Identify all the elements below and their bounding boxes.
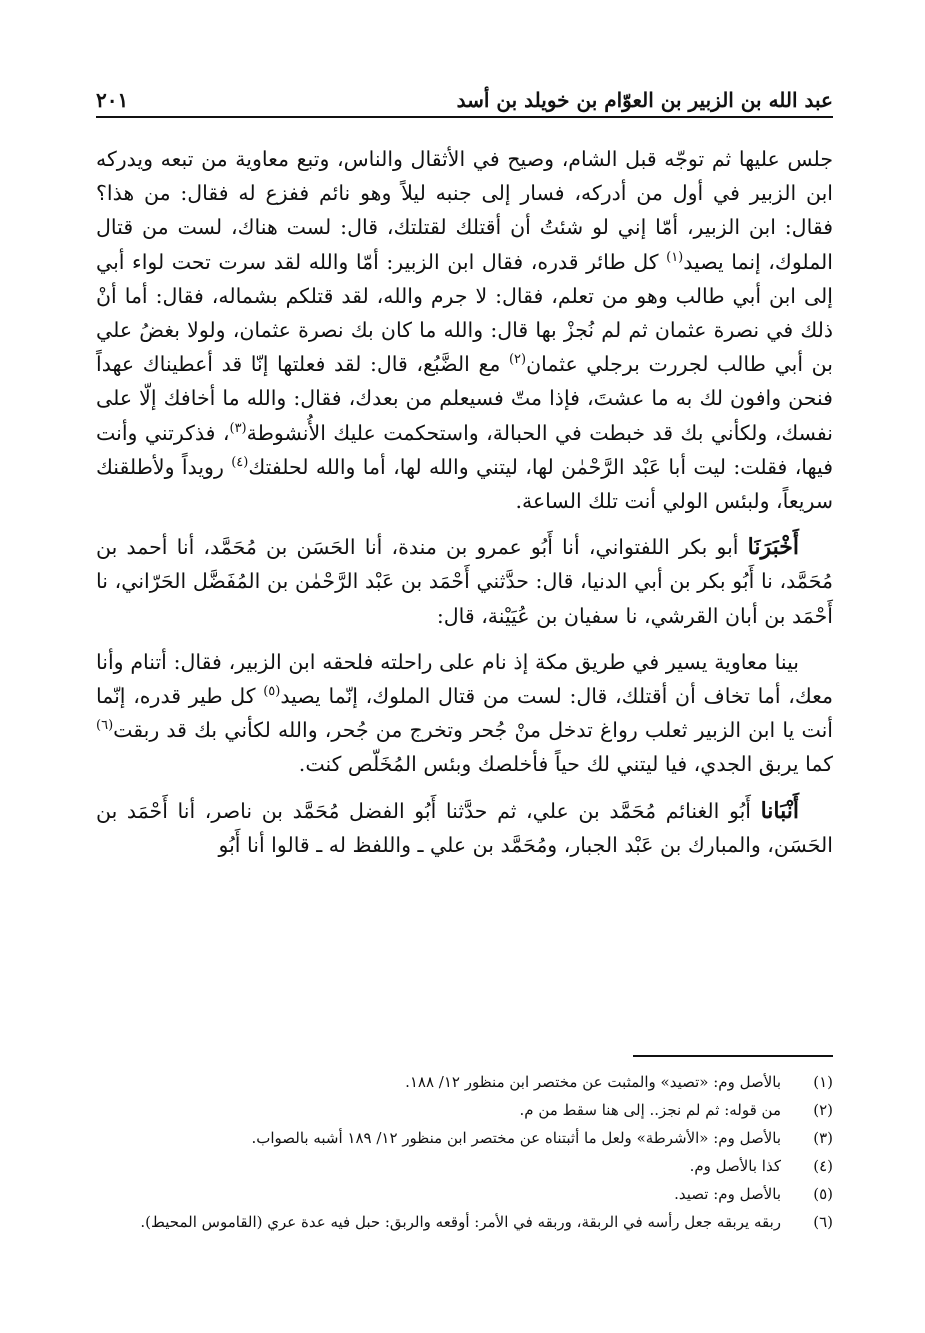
footnote-ref: (٤) xyxy=(231,455,249,470)
footnote-number: (٣) xyxy=(813,1129,833,1147)
page-header xyxy=(96,70,833,118)
footnote-ref: (٥) xyxy=(263,684,281,700)
narration-lead: أَخْبَرَنَا xyxy=(747,534,799,561)
paragraph-2 xyxy=(96,530,833,633)
footnote-ref: (٢) xyxy=(508,352,527,368)
page-number: ٢٠١ xyxy=(96,88,129,112)
narration-lead: أَنْبَانا xyxy=(760,797,799,824)
paragraph-3 xyxy=(96,645,833,782)
footnote-ref: (٦) xyxy=(96,718,114,734)
footnote-text: كذا بالأصل وم. xyxy=(689,1157,781,1175)
text-run: جلس عليها ثم توجّه قبل الشام، وصيح في الأثقال والناس، وتبع معاوية من تبعه ويدركه ابن الزبير في أول من أدركه، فسار إلى جنبه ليلاً وهو نائم ففزع له فقال: من هذا؟ فقال: ابن الزبير، أمّا إني لو شئتُ أن أقتلك لقتلتك، قال: لست هناك، لست من قتال الملوك، إنما يصيد xyxy=(96,147,833,274)
text-run: رويداً ولأطلقنك سريعاً، ولبئس الولي أنت تلك الساعة. xyxy=(96,454,833,514)
footnote xyxy=(96,1208,833,1236)
footnote-ref: (١) xyxy=(666,249,684,265)
main-text xyxy=(96,142,833,862)
footnote-text: بالأصل وم: تصيد. xyxy=(674,1185,781,1203)
footnote-ref: (٣) xyxy=(229,420,247,436)
footnote xyxy=(96,1152,833,1180)
text-run: بينا معاوية يسير في طريق مكة إذ نام على راحلته فلحقه ابن الزبير، فقال: أتنام وأنا معك، أما تخاف أن أقتلك، قال: لست من قتال الملوك، إنّما يصيد xyxy=(96,649,833,709)
footnote xyxy=(96,1096,833,1124)
text-run: كما يربق الجدي، فيا ليتني لك حياً فأخلصك وبئس المُخَلّص كنت. xyxy=(298,752,833,777)
footnote-text: بالأصل وم: «الأشرطة» ولعل ما أثبتناه عن مختصر ابن منظور ١٢/ ١٨٩ أشبه بالصواب. xyxy=(251,1129,781,1147)
footnote-text: بالأصل وم: «تصيد» والمثبت عن مختصر ابن منظور ١٢/ ١٨٨. xyxy=(405,1073,781,1091)
footnote xyxy=(96,1068,833,1096)
footnote xyxy=(96,1124,833,1152)
footnote-text: ربقه يربقه جعل رأسه في الربقة، وربقه في الأمر: أوقعه والربق: حبل فيه عدة عري (القاموس المحيط). xyxy=(140,1213,781,1231)
text-run: أَبُو الغنائم مُحَمَّد بن علي، ثم حدَّثنا أَبُو الفضل مُحَمَّد بن ناصر، أنا أَحْمَد بن الحَسَن، والمبارك بن عَبْد الجبار، ومُحَمَّد بن علي ـ واللفظ له ـ قالوا أنا أَبُو xyxy=(96,798,833,857)
footnote-text: من قوله: ثم لم نجز.. إلى هنا سقط من م. xyxy=(519,1101,781,1119)
footnote xyxy=(96,1180,833,1208)
text-run: كل طير قدره، إنّما أنت يا ابن الزبير ثعلب رواغ تدخل منْ جُحر وتخرج من جُحر، والله لكأني بك قد ربقت xyxy=(96,684,833,743)
footnote-number: (٦) xyxy=(813,1213,833,1231)
text-run: ، فذكرتني وأنت فيها، فقلت: ليت أبا عَبْد الرَّحْمٰن لها، ليتني والله لها، أما والله لحلفتك xyxy=(96,420,833,479)
text-run: مع الضَّبُع، قال: لقد فعلتها إنّا قد أعطيناك عهداً فنحن وافون لك به ما عشتَ، فإذا متّ فسيعلم من بعدك، فقال: والله ما أخافك إلّا على نفسك، ولكأني بك قد خبطت في الحبالة، واستحكمت عليك الأُنشوطة xyxy=(96,352,833,445)
footnote-divider xyxy=(633,1055,833,1057)
text-run: أبو بكر اللفتواني، أنا أَبُو عمرو بن مندة، أنا الحَسَن بن مُحَمَّد، أنا أحمد بن مُحَمَّد، نا أَبُو بكر بن أبي الدنيا، قال: حدَّثني أَحْمَد بن عَبْد الرَّحْمٰن بن المُفَضَّل الحَرّاني، نا أَحْمَد بن أبان القرشي، نا سفيان بن عُيَيْنة، قال: xyxy=(96,535,833,628)
footnote-number: (٢) xyxy=(813,1101,833,1119)
footnote-number: (٥) xyxy=(813,1185,833,1203)
footnote-number: (١) xyxy=(813,1073,833,1091)
running-title: عبد الله بن الزبير بن العوّام بن خويلد بن أسد xyxy=(456,88,833,112)
text-run: كل طائر قدره، فقال ابن الزبير: أمّا والله لقد سرت تحت لواء أبي إلى ابن أبي طالب وهو من تعلم، فقال: لا جرم والله، لقد قتلكم بشماله، فقال: أما أنْ ذلك في نصرة عثمان ثم لم نُجزْ بها قال: والله ما كان بك نصرة عثمان، ولولا بغضُ علي بن أبي طالب لجررت برجلي عثمان xyxy=(96,249,833,377)
footnotes xyxy=(96,1068,833,1236)
footnote-number: (٤) xyxy=(813,1157,833,1175)
paragraph-1 xyxy=(96,142,833,518)
paragraph-4 xyxy=(96,794,833,862)
